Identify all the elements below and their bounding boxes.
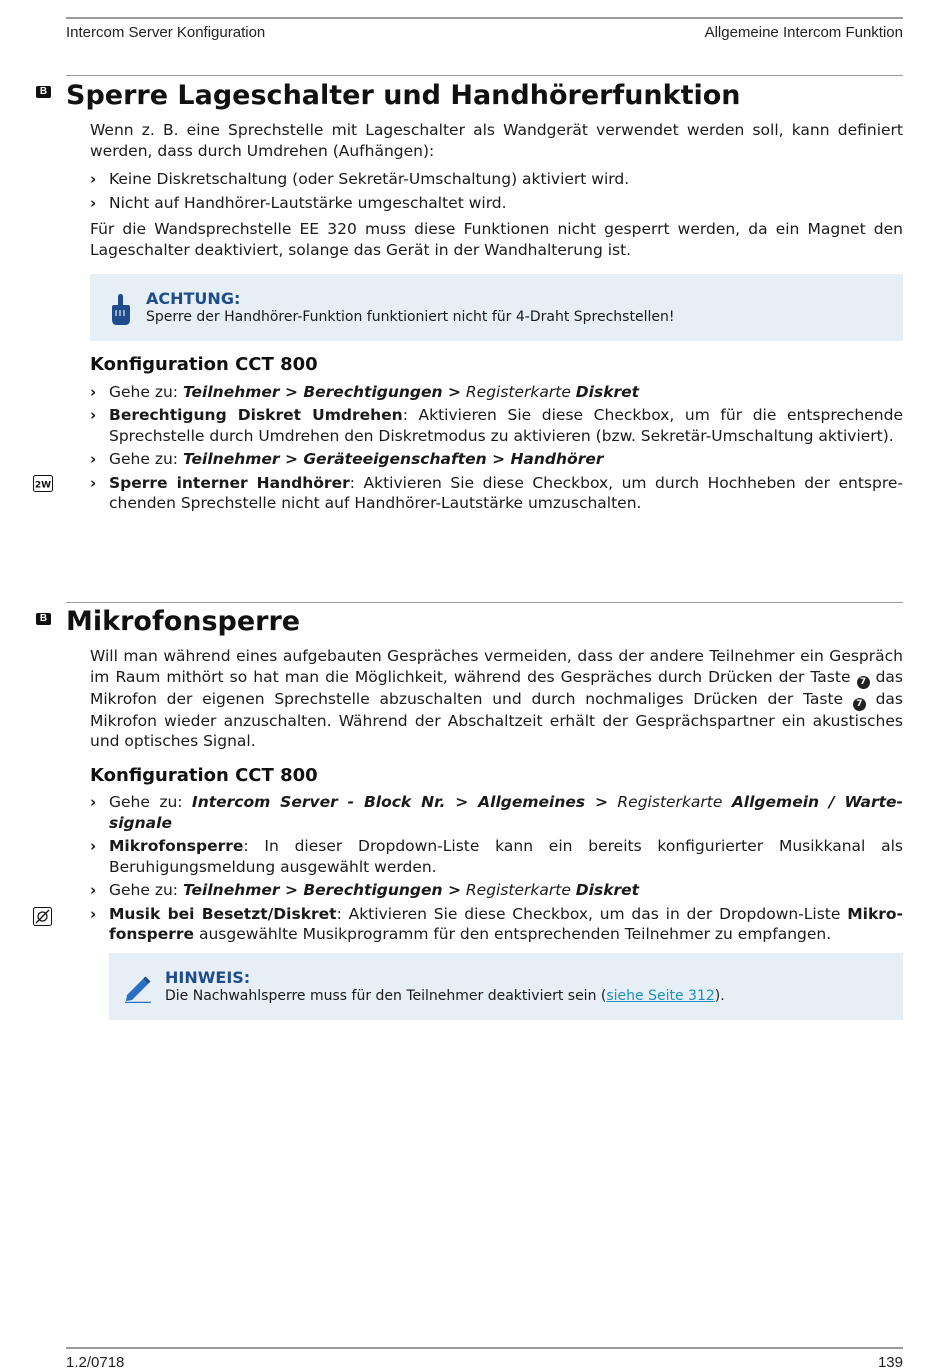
section-title-1: Sperre Lageschalter und Handhörerfunktion — [66, 80, 741, 111]
chevron-right-icon: › — [90, 881, 97, 899]
microphone-off-icon — [33, 907, 52, 930]
section-rule-2 — [66, 602, 903, 603]
list-item: › Musik bei Besetzt/Diskret: Aktivieren Sie diese Checkbox, um das in der Dropdown-Liste Mikro-fonsperre ausgewählte Musikprogramm für den entsprechenden Teilnehmer zu empfangen. — [90, 904, 903, 943]
intro-paragraph: Will man während eines aufgebauten Gespräches vermeiden, dass der andere Teilnehmer ein Gespräch im Raum mithört so hat man die Möglichkeit, während des Gespräches durch Drücken der Taste 7 das Mikrofon der eigenen Sprechstelle abzuschalten und durch nochmaliges Drücken der Taste 7 das Mikrofon wieder anzuschalten. Während der Abschaltzeit erhält der Gesprächspartner ein akustisches und optisches Signal. — [90, 647, 903, 750]
chevron-right-icon: › — [90, 837, 97, 855]
hint-title: HINWEIS: — [165, 967, 251, 987]
footer-rule — [66, 1347, 903, 1349]
chevron-right-icon: › — [90, 450, 97, 468]
warning-text: Sperre der Handhörer-Funktion funktioniert nicht für 4-Draht Sprechstellen! — [146, 309, 675, 325]
chevron-right-icon: › — [90, 382, 97, 401]
list-item: › Berechtigung Diskret Umdrehen: Aktivieren Sie diese Checkbox, um für die entsprechende Sprechstelle durch Umdrehen den Diskretmodus zu aktivieren (bzw. Sekretär-Umschaltung aktiviert). — [90, 406, 903, 445]
config-steps-2 — [90, 792, 903, 945]
config-heading-1: Konfiguration CCT 800 — [90, 354, 318, 375]
hint-box — [109, 953, 903, 1020]
list-item: › Mikrofonsperre: In dieser Dropdown-Liste kann ein bereits konfigurierter Musikkanal als Beruhigungsmeldung ausgewählt werden. — [90, 837, 903, 876]
info-paragraph: Für die Wandsprechstelle EE 320 muss diese Funktionen nicht gesperrt werden, da ein Magnet den Lageschalter deaktiviert, solange das Gerät in der Wandhalterung ist. — [90, 220, 903, 259]
chevron-right-icon: › — [90, 904, 97, 923]
hint-text: Die Nachwahlsperre muss für den Teilnehmer deaktiviert sein (siehe Seite 312). — [165, 987, 725, 1004]
chevron-right-icon: › — [90, 193, 97, 212]
warning-box — [90, 274, 903, 341]
two-wire-icon — [33, 475, 53, 496]
chevron-right-icon: › — [90, 170, 97, 188]
svg-text:2W: 2W — [34, 480, 52, 491]
list-item: › Nicht auf Handhörer-Lautstärke umgeschaltet wird. — [90, 193, 507, 212]
header-left: Intercom Server Konfiguration — [66, 24, 266, 41]
list-item: › Keine Diskretschaltung (oder Sekretär-Umschaltung) aktiviert wird. — [90, 170, 630, 188]
warning-title: ACHTUNG: — [146, 289, 241, 308]
section-badge-1: B — [36, 86, 51, 98]
chevron-right-icon: › — [90, 793, 97, 811]
list-item: › Sperre interner Handhörer: Aktivieren Sie diese Checkbox, um durch Hochheben der entspre-chenden Sprechstelle nicht auf Handhörer-Lautstärke umzuschalten. — [90, 473, 903, 512]
list-item: › Gehe zu: Intercom Server - Block Nr. > Allgemeines > Registerkarte Allgemein / Warte-signale — [90, 793, 903, 832]
intro-paragraph: Wenn z. B. eine Sprechstelle mit Lageschalter als Wandgerät verwendet werden soll, kann definiert werden, dass durch Umdrehen (Aufhängen): — [90, 121, 903, 160]
section-rule-1 — [66, 75, 903, 76]
section-badge-2: B — [36, 613, 51, 625]
section-body-1 — [90, 120, 903, 520]
config-steps-1 — [90, 382, 903, 514]
section-title-2: Mikrofonsperre — [66, 606, 301, 637]
page-number: 139 — [877, 1354, 903, 1371]
pointing-hand-icon — [110, 294, 132, 332]
pencil-icon — [123, 973, 153, 1009]
page-link[interactable]: siehe Seite 312 — [606, 987, 715, 1004]
list-item: › Gehe zu: Teilnehmer > Berechtigungen > Registerkarte Diskret — [90, 881, 640, 899]
list-item: › Gehe zu: Teilnehmer > Berechtigungen > Registerkarte Diskret — [90, 382, 640, 401]
footer-version: 1.2/0718 — [66, 1354, 125, 1371]
config-heading-2: Konfiguration CCT 800 — [90, 764, 318, 786]
list-item: › Gehe zu: Teilnehmer > Geräteeigenschaften > Handhörer — [90, 450, 604, 468]
chevron-right-icon: › — [90, 406, 97, 424]
section-body-2 — [90, 646, 903, 1034]
condition-list — [90, 169, 903, 213]
chevron-right-icon: › — [90, 473, 97, 492]
header-rule-top — [66, 17, 903, 19]
key-7-icon: 7 — [853, 698, 866, 711]
key-7-icon: 7 — [857, 676, 870, 689]
header-right: Allgemeine Intercom Funktion — [704, 24, 903, 41]
